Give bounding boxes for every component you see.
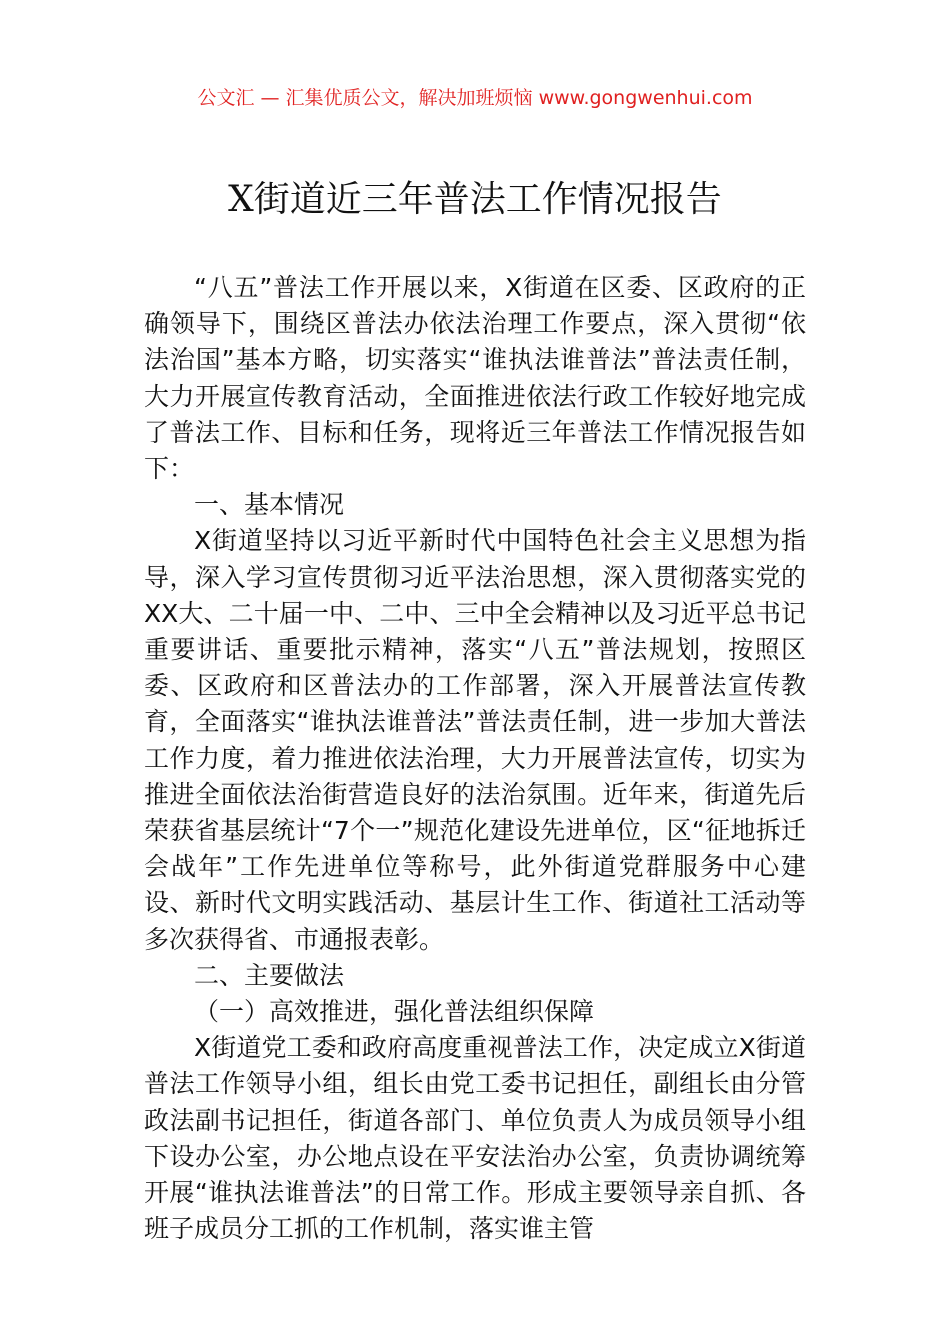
- section-heading-main-practices: 二、主要做法: [194, 960, 345, 990]
- document-body: [144, 270, 806, 1247]
- paragraph-organization: X街道党工委和政府高度重视普法工作，决定成立X街道普法工作领导小组，组长由党工委书记担任，副组长由分管政法副书记担任，街道各部门、单位负责人为成员领导小组下设办公室，办公地点设在平安法治办公室，负责协调统筹开展“谁执法谁普法”的日常工作。形成主要领导亲自抓、各班子成员分工抓的工作机制，落实谁主管: [144, 1033, 806, 1244]
- document-title: X街道近三年普法工作情况报告: [228, 179, 722, 220]
- paragraph-intro: “八五”普法工作开展以来，X街道在区委、区政府的正确领导下，围绕区普法办依法治理工作要点，深入贯彻“依法治国”基本方略，切实落实“谁执法谁普法”普法责任制，大力开展宣传教育活动，全面推进依法行政工作较好地完成了普法工作、目标和任务，现将近三年普法工作情况报告如下：: [144, 273, 806, 484]
- paragraph-basic-situation: X街道坚持以习近平新时代中国特色社会主义思想为指导，深入学习宣传贯彻习近平法治思想，深入贯彻落实党的XX大、二十届一中、二中、三中全会精神以及习近平总书记重要讲话、重要批示精神，落实“八五”普法规划，按照区委、区政府和区普法办的工作部署，深入开展普法宣传教育，全面落实“谁执法谁普法”普法责任制，进一步加大普法工作力度，着力推进依法治理，大力开展普法宣传，切实为推进全面依法治街营造良好的法治氛围。近年来，街道先后荣获省基层统计“7个一”规范化建设先进单位，区“征地拆迁会战年”工作先进单位等称号，此外街道党群服务中心建设、新时代文明实践活动、基层计生工作、街道社工活动等多次获得省、市通报表彰。: [144, 526, 806, 954]
- subsection-heading-organization: （一）高效推进，强化普法组织保障: [194, 997, 595, 1027]
- section-heading-basic-situation: 一、基本情况: [194, 490, 345, 520]
- header-banner: 公文汇 — 汇集优质公文，解决加班烦恼 www.gongwenhui.com: [197, 87, 753, 109]
